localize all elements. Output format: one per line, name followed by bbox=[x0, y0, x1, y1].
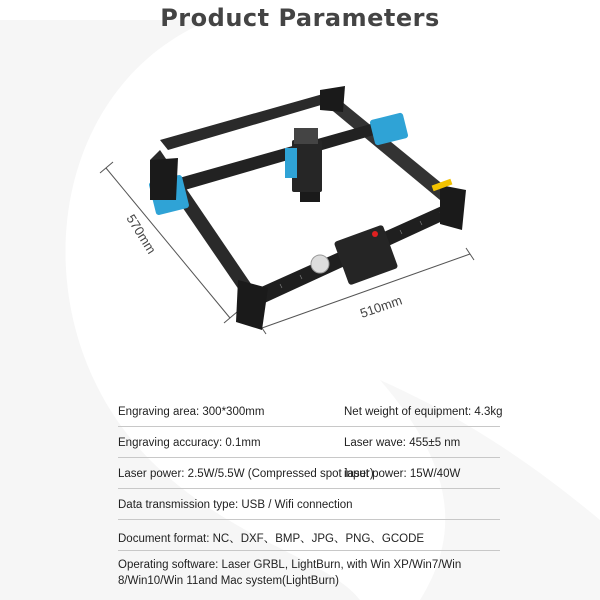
spec-laser-wave: Laser wave: 455±5 nm bbox=[344, 437, 461, 449]
spec-operating-software: Operating software: Laser GRBL, LightBurn, with Win XP/Win7/Win 8/Win10/Win 11and Mac system(LightBurn) bbox=[118, 559, 462, 587]
spec-row bbox=[118, 489, 500, 520]
spec-row bbox=[118, 396, 503, 427]
page-title: Product Parameters bbox=[160, 4, 440, 32]
specs-table bbox=[118, 396, 503, 595]
spec-input-power: input power: 15W/40W bbox=[344, 468, 461, 480]
depth-label: 570mm bbox=[123, 211, 160, 257]
spec-laser-power: Laser power: 2.5W/5.5W (Compressed spot laser) bbox=[118, 468, 374, 480]
spec-engraving-accuracy: Engraving accuracy: 0.1mm bbox=[118, 437, 261, 449]
spec-document-format: Document format: NC、DXF、BMP、JPG、PNG、GCODE bbox=[118, 533, 425, 545]
spec-data-transmission: Data transmission type: USB / Wifi connection bbox=[118, 499, 353, 511]
spec-row bbox=[118, 427, 500, 458]
spec-net-weight: Net weight of equipment: 4.3kg bbox=[344, 406, 503, 418]
spec-row bbox=[118, 520, 500, 551]
spec-row bbox=[118, 458, 500, 489]
spec-engraving-area: Engraving area: 300*300mm bbox=[118, 406, 265, 418]
width-label: 510mm bbox=[358, 292, 404, 321]
spec-row bbox=[118, 551, 500, 595]
